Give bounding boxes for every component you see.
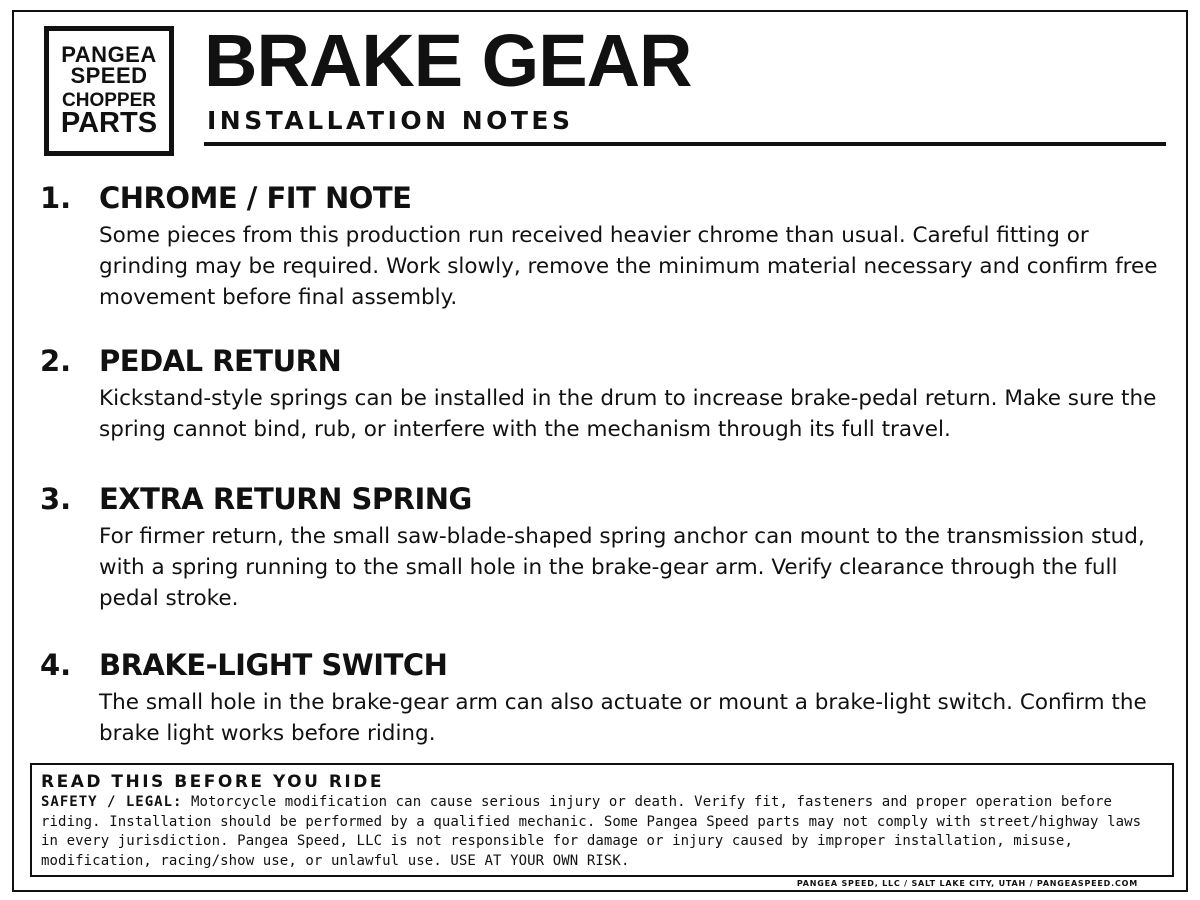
note-number: 2.	[40, 344, 72, 378]
logo-line-2: SPEED	[70, 62, 148, 88]
footer-company-line: PANGEA SPEED, LLC / SALT LAKE CITY, UTAH / PANGEASPEED.COM	[796, 879, 1138, 888]
note-number: 1.	[40, 181, 72, 215]
logo-line-3: CHOPPER	[62, 90, 156, 112]
note-body: The small hole in the brake-gear arm can also actuate or mount a brake-light switch. Confirm the brake light works before riding.	[99, 690, 1147, 746]
pangea-speed-logo	[44, 26, 174, 156]
note-body: For firmer return, the small saw-blade-shaped spring anchor can mount to the transmission stud, with a spring running to the small hole in the brake-gear arm. Verify clearance through the full pedal stroke.	[99, 524, 1145, 611]
logo-line-4: PARTS	[60, 107, 158, 140]
note-heading: EXTRA RETURN SPRING	[99, 482, 472, 516]
note-number: 3.	[40, 482, 72, 516]
safety-label: SAFETY / LEGAL:	[41, 794, 183, 810]
safety-text-block	[41, 793, 1162, 871]
safety-title: READ THIS BEFORE YOU RIDE	[41, 772, 384, 792]
note-heading: PEDAL RETURN	[99, 344, 342, 378]
header-divider	[204, 142, 1166, 146]
safety-disclaimer: Motorcycle modification can cause serious injury or death. Verify fit, fasteners and proper operation before riding. Installation should be performed by a qualified mechanic. Some Pangea Speed parts may not comply with street/highway laws in every jurisdiction. Pangea Speed, LLC is not responsible for damage or injury caused by improper installation, misuse, modification, racing/show use, or unlawful use. USE AT YOUR OWN RISK.	[41, 794, 1142, 869]
page-title: BRAKE GEAR	[204, 19, 692, 102]
note-body: Some pieces from this production run received heavier chrome than usual. Careful fitting or grinding may be required. Work slowly, remove the minimum material necessary and confirm free movement before final assembly.	[99, 223, 1158, 310]
logo-line-1: PANGEA	[61, 41, 157, 67]
note-body: Kickstand-style springs can be installed in the drum to increase brake-pedal return. Make sure the spring cannot bind, rub, or interfere with the mechanism through its full travel.	[99, 386, 1157, 442]
note-number: 4.	[40, 648, 72, 682]
page-subtitle: INSTALLATION NOTES	[207, 106, 574, 135]
safety-notice-box	[30, 763, 1174, 877]
note-heading: BRAKE-LIGHT SWITCH	[99, 648, 448, 682]
note-heading: CHROME / FIT NOTE	[99, 181, 412, 215]
